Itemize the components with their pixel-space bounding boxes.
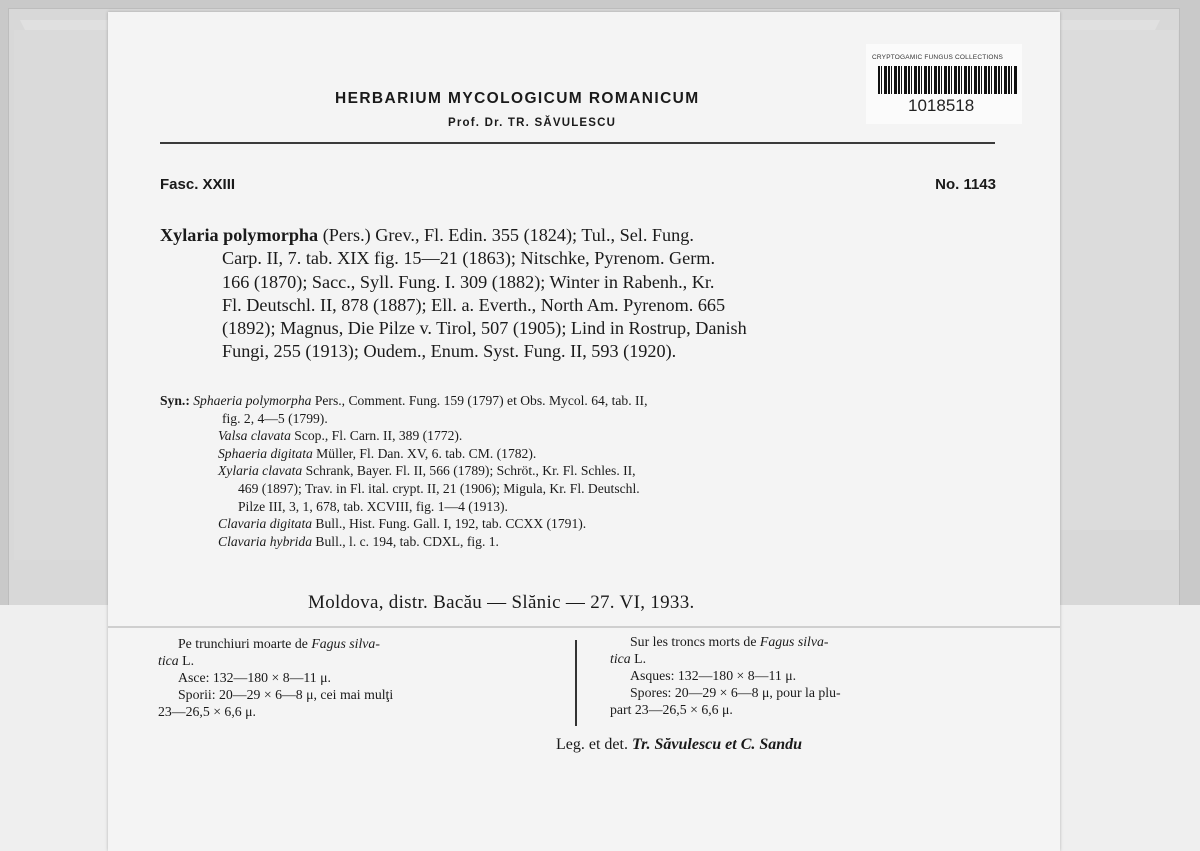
description-romanian: Pe trunchiuri moarte de Fagus silva- tica L. Asce: 132—180 × 8—11 μ. Sporii: 20—29 × 6—8 μ, cei mai mulţi 23—26,5 × 6,6 μ.: [158, 636, 394, 719]
citation-line: (1892); Magnus, Die Pilze v. Tirol, 507 (1905); Lind in Rostrup, Danish: [222, 318, 747, 339]
synonym-entry: fig. 2, 4—5 (1799).: [222, 410, 328, 426]
synonym-entry: Sphaeria digitata Müller, Fl. Dan. XV, 6. tab. CM. (1782).: [218, 445, 537, 461]
synonym-entry: 469 (1897); Trav. in Fl. ital. crypt. II, 21 (1906); Migula, Kr. Fl. Deutschl.: [238, 480, 640, 496]
citation-line: Fl. Deutschl. II, 878 (1887); Ell. a. Everth., North Am. Pyrenom. 665: [222, 294, 726, 315]
collector-names: Tr. Săvulescu et C. Sandu: [631, 736, 803, 753]
citation-line: Xylaria polymorpha (Pers.) Grev., Fl. Edin. 355 (1824); Tul., Sel. Fung.: [160, 225, 694, 245]
synonym-entry: Xylaria clavata Schrank, Bayer. Fl. II, 566 (1789); Schröt., Kr. Fl. Schles. II,: [218, 463, 636, 479]
barcode-icon: [878, 66, 1018, 94]
envelope-left-flap: [14, 30, 115, 560]
citation-line: Fungi, 255 (1913); Oudem., Enum. Syst. Fung. II, 593 (1920).: [222, 341, 677, 362]
taxon-citation: [160, 224, 995, 364]
label-fold-line: [108, 626, 1060, 628]
collection-locality: Moldova, distr. Bacău — Slănic — 27. VI, 1933.: [308, 592, 695, 613]
fascicle-number: Fasc. XXIII: [160, 176, 236, 193]
description-french: Sur les troncs morts de Fagus silva- tica L. Asques: 132—180 × 8—11 μ. Spores: 20—29 × 6—8 μ, pour la plu- part 23—26,5 × 6,6 μ.: [610, 634, 841, 717]
column-divider: [575, 640, 577, 726]
synonym-entry: Syn.: Sphaeria polymorpha Pers., Comment. Fung. 159 (1797) et Obs. Mycol. 64, tab. II,: [160, 393, 648, 408]
taxon-name: Xylaria polymorpha: [160, 225, 319, 245]
envelope-right-flap: [1057, 30, 1178, 530]
collector-credit: Leg. et det. Tr. Săvulescu et C. Sandu: [556, 736, 803, 753]
citation-line: Carp. II, 7. tab. XIX fig. 15—21 (1863); Nitschke, Pyrenom. Germ.: [222, 248, 715, 269]
barcode-caption: CRYPTOGAMIC FUNGUS COLLECTIONS: [872, 54, 1004, 61]
synonyms-block: [160, 392, 1000, 550]
herbarium-title: HERBARIUM MYCOLOGICUM ROMANICUM: [335, 90, 700, 107]
synonym-entry: Valsa clavata Scop., Fl. Carn. II, 389 (1772).: [218, 428, 463, 444]
synonym-entry: Clavaria hybrida Bull., l. c. 194, tab. CDXL, fig. 1.: [218, 533, 499, 549]
herbarium-director: Prof. Dr. TR. SĂVULESCU: [448, 117, 617, 129]
synonym-entry: Pilze III, 3, 1, 678, tab. XCVIII, fig. 1—4 (1913).: [238, 498, 508, 514]
header-divider: [160, 142, 995, 144]
barcode-label: [866, 44, 1022, 124]
synonyms-label: Syn.:: [160, 393, 190, 408]
specimen-number: No. 1143: [935, 176, 996, 193]
synonym-entry: Clavaria digitata Bull., Hist. Fung. Gall. I, 192, tab. CCXX (1791).: [218, 516, 587, 532]
catalog-number: 1018518: [908, 96, 975, 115]
citation-line: 166 (1870); Sacc., Syll. Fung. I. 309 (1882); Winter in Rabenh., Kr.: [222, 271, 715, 292]
